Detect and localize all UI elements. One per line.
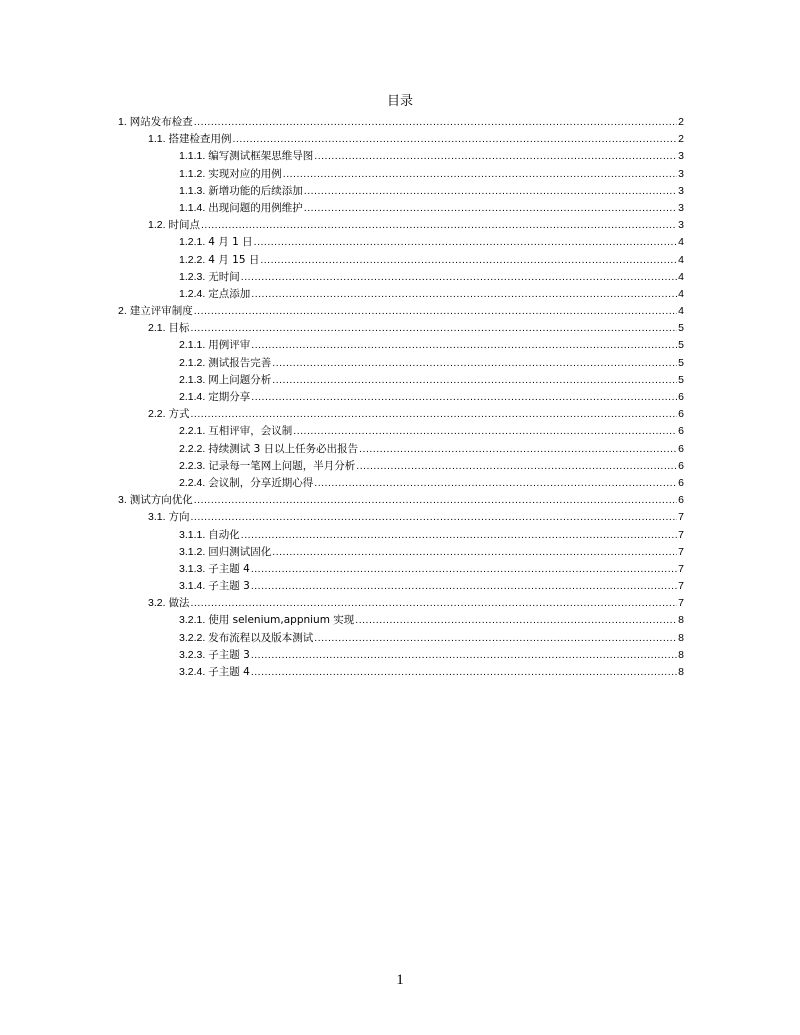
toc-entry-page: 6 — [678, 408, 684, 421]
toc-entry-title: 子主题 4 — [208, 666, 250, 678]
toc-entry-title: 子主题 4 — [208, 562, 250, 575]
toc-entry-page: 3 — [678, 201, 684, 214]
toc-entry-page: 8 — [678, 631, 684, 644]
toc-entry[interactable] — [118, 320, 684, 337]
toc-entry[interactable] — [118, 252, 684, 269]
toc-entry-number: 1.1. — [148, 133, 166, 146]
toc-entry-page: 7 — [678, 597, 684, 610]
toc-dot-leader — [272, 372, 677, 389]
toc-dot-leader — [233, 131, 678, 148]
toc-entry[interactable] — [118, 269, 684, 286]
toc-dot-leader — [293, 423, 677, 440]
toc-entry-page: 8 — [678, 666, 684, 678]
toc-entry-number: 1.2.4. — [179, 287, 206, 300]
toc-entry-title: 会议制，分享近期心得 — [208, 476, 314, 489]
toc-entry-page: 6 — [678, 425, 684, 438]
toc-entry[interactable] — [118, 423, 684, 440]
toc-dot-leader — [191, 509, 678, 526]
toc-entry[interactable] — [118, 527, 684, 544]
toc-dot-leader — [251, 337, 677, 354]
toc-entry-title: 时间点 — [168, 219, 201, 232]
toc-entry[interactable] — [118, 234, 684, 251]
toc-entry-page: 3 — [678, 184, 684, 197]
toc-entry-number: 1.1.4. — [179, 201, 206, 214]
toc-entry-title: 记录每一笔网上问题，半月分析 — [208, 459, 356, 472]
toc-entry-title: 目标 — [168, 322, 190, 335]
toc-entry-page: 3 — [678, 167, 684, 180]
toc-dot-leader — [314, 630, 677, 647]
toc-dot-leader — [251, 389, 677, 406]
toc-entry-page: 7 — [678, 562, 684, 575]
toc-dot-leader — [251, 561, 677, 578]
toc-entry-page: 4 — [678, 253, 684, 266]
toc-entry-number: 1.1.2. — [179, 167, 206, 180]
toc-entry[interactable] — [118, 337, 684, 354]
toc-entry-number: 2.1.1. — [179, 339, 206, 352]
toc-dot-leader — [241, 527, 677, 544]
toc-entry[interactable] — [118, 183, 684, 200]
toc-entry-number: 2.2.3. — [179, 459, 206, 472]
toc-entry[interactable] — [118, 200, 684, 217]
toc-entry[interactable] — [118, 389, 684, 406]
toc-entry-number: 2. — [118, 305, 127, 318]
toc-entry-number: 1.2. — [148, 219, 166, 232]
toc-entry-number: 2.2.4. — [179, 476, 206, 489]
toc-entry-number: 1.2.3. — [179, 270, 206, 283]
toc-entry-title: 自动化 — [208, 528, 240, 541]
toc-entry-number: 2.2.1. — [179, 425, 206, 438]
toc-entry-number: 2.1. — [148, 322, 166, 335]
toc-entry-number: 3.2. — [148, 597, 166, 610]
toc-entry[interactable] — [118, 114, 684, 131]
toc-entry[interactable] — [118, 612, 684, 629]
toc-dot-leader — [359, 441, 677, 458]
toc-entry[interactable] — [118, 441, 684, 458]
toc-entry-title: 实现对应的用例 — [208, 167, 282, 180]
toc-entry-number: 3. — [118, 494, 127, 507]
toc-dot-leader — [314, 148, 677, 165]
toc-entry-number: 2.1.2. — [179, 356, 206, 369]
toc-entry-number: 1.1.3. — [179, 184, 206, 197]
toc-entry[interactable] — [118, 561, 684, 578]
toc-entry-page: 5 — [678, 339, 684, 352]
toc-entry[interactable] — [118, 372, 684, 389]
toc-dot-leader — [191, 595, 678, 612]
toc-entry-number: 1.2.1. — [179, 236, 206, 249]
toc-entry-number: 2.1.3. — [179, 373, 206, 386]
toc-entry-number: 2.1.4. — [179, 391, 206, 403]
toc-entry-title: 用例评审 — [208, 339, 251, 352]
toc-entry[interactable] — [118, 578, 684, 595]
toc-entry-title: 定期分享 — [208, 391, 251, 403]
toc-entry-title: 无时间 — [208, 270, 240, 283]
toc-entry[interactable] — [118, 355, 684, 372]
toc-entry-page: 7 — [678, 545, 684, 558]
table-of-contents — [118, 114, 684, 681]
toc-entry-number: 3.2.1. — [179, 614, 206, 627]
toc-dot-leader — [191, 320, 678, 337]
toc-entry-number: 3.1.1. — [179, 528, 206, 541]
toc-entry-number: 2.2. — [148, 408, 166, 421]
toc-entry-title: 发布流程以及版本测试 — [208, 631, 314, 644]
toc-entry-page: 6 — [678, 391, 684, 403]
toc-entry-title: 搭建检查用例 — [168, 133, 232, 146]
toc-entry-title: 出现问题的用例维护 — [208, 201, 303, 214]
toc-entry-number: 1.1.1. — [179, 150, 206, 163]
toc-entry[interactable] — [118, 475, 684, 492]
toc-entry[interactable] — [118, 148, 684, 165]
toc-dot-leader — [254, 234, 678, 251]
toc-dot-leader — [251, 664, 677, 681]
toc-entry-title: 方向 — [168, 511, 190, 524]
toc-entry-title: 编写测试框架思维导图 — [208, 150, 314, 163]
toc-entry-title: 互相评审，会议制 — [208, 425, 293, 438]
toc-entry-page: 3 — [678, 219, 684, 232]
toc-entry[interactable] — [118, 647, 684, 664]
toc-entry-number: 1. — [118, 116, 127, 128]
toc-entry-page: 3 — [678, 150, 684, 163]
toc-entry[interactable] — [118, 166, 684, 183]
toc-entry-number: 2.2.2. — [179, 442, 206, 455]
toc-entry[interactable] — [118, 406, 684, 423]
toc-dot-leader — [194, 114, 677, 131]
toc-entry-title: 新增功能的后续添加 — [208, 184, 303, 197]
toc-dot-leader — [272, 544, 677, 561]
toc-entry-title: 回归测试固化 — [208, 545, 272, 558]
toc-entry-page: 6 — [678, 476, 684, 489]
toc-entry[interactable] — [118, 492, 684, 509]
toc-title: 目录 — [386, 94, 413, 109]
toc-entry-page: 6 — [678, 442, 684, 455]
toc-dot-leader — [304, 200, 677, 217]
toc-entry-page: 6 — [678, 494, 684, 507]
toc-entry-page: 4 — [678, 270, 684, 283]
toc-entry-page: 4 — [678, 287, 684, 300]
toc-entry[interactable] — [118, 458, 684, 475]
toc-entry-page: 8 — [678, 648, 684, 661]
toc-entry[interactable] — [118, 509, 684, 526]
toc-dot-leader — [272, 355, 677, 372]
toc-dot-leader — [314, 475, 677, 492]
toc-entry-title: 子主题 3 — [208, 580, 250, 593]
toc-entry-number: 3.1.4. — [179, 580, 206, 593]
toc-entry[interactable] — [118, 630, 684, 647]
toc-entry-title: 4 月 1 日 — [208, 236, 253, 249]
toc-dot-leader — [194, 492, 677, 509]
toc-entry-title: 测试方向优化 — [129, 494, 193, 507]
toc-entry-title: 使用 selenium,appnium 实现 — [208, 614, 355, 627]
toc-entry-number: 1.2.2. — [179, 253, 206, 266]
toc-entry-title: 4 月 15 日 — [208, 253, 260, 266]
toc-entry[interactable] — [118, 131, 684, 148]
toc-entry-number: 3.2.2. — [179, 631, 206, 644]
toc-dot-leader — [260, 252, 677, 269]
toc-entry[interactable] — [118, 286, 684, 303]
toc-entry-page: 4 — [678, 305, 684, 318]
toc-entry-title: 做法 — [168, 597, 190, 610]
toc-dot-leader — [304, 183, 677, 200]
toc-dot-leader — [251, 647, 677, 664]
toc-entry-title: 定点添加 — [208, 287, 251, 300]
toc-entry-page: 8 — [678, 614, 684, 627]
toc-dot-leader — [356, 458, 677, 475]
toc-dot-leader — [201, 217, 677, 234]
toc-entry-title: 测试报告完善 — [208, 356, 272, 369]
toc-entry-page: 7 — [678, 580, 684, 593]
toc-entry-number: 3.2.4. — [179, 666, 206, 678]
toc-entry[interactable] — [118, 595, 684, 612]
toc-entry-number: 3.1. — [148, 511, 166, 524]
toc-entry-page: 2 — [678, 133, 684, 146]
toc-entry-number: 3.1.2. — [179, 545, 206, 558]
toc-entry-page: 7 — [678, 528, 684, 541]
toc-entry[interactable] — [118, 303, 684, 320]
toc-entry-title: 网站发布检查 — [129, 116, 193, 128]
toc-entry-page: 5 — [678, 356, 684, 369]
toc-entry-title: 建立评审制度 — [129, 305, 193, 318]
toc-entry-title: 子主题 3 — [208, 648, 250, 661]
toc-entry-page: 2 — [678, 116, 684, 128]
toc-entry[interactable] — [118, 544, 684, 561]
toc-entry-number: 3.2.3. — [179, 648, 206, 661]
page-number: 1 — [396, 972, 404, 988]
toc-entry-title: 持续测试 3 日以上任务必出报告 — [208, 442, 359, 455]
toc-dot-leader — [355, 612, 677, 629]
toc-dot-leader — [283, 166, 677, 183]
toc-entry-page: 4 — [678, 236, 684, 249]
toc-entry-page: 6 — [678, 459, 684, 472]
toc-entry[interactable] — [118, 664, 684, 681]
toc-dot-leader — [191, 406, 678, 423]
toc-dot-leader — [251, 578, 677, 595]
toc-entry-title: 网上问题分析 — [208, 373, 272, 386]
toc-dot-leader — [251, 286, 677, 303]
toc-entry-number: 3.1.3. — [179, 562, 206, 575]
toc-entry-page: 5 — [678, 373, 684, 386]
toc-dot-leader — [241, 269, 677, 286]
toc-dot-leader — [194, 303, 677, 320]
toc-entry-title: 方式 — [168, 408, 190, 421]
toc-entry-page: 7 — [678, 511, 684, 524]
toc-entry[interactable] — [118, 217, 684, 234]
toc-entry-page: 5 — [678, 322, 684, 335]
